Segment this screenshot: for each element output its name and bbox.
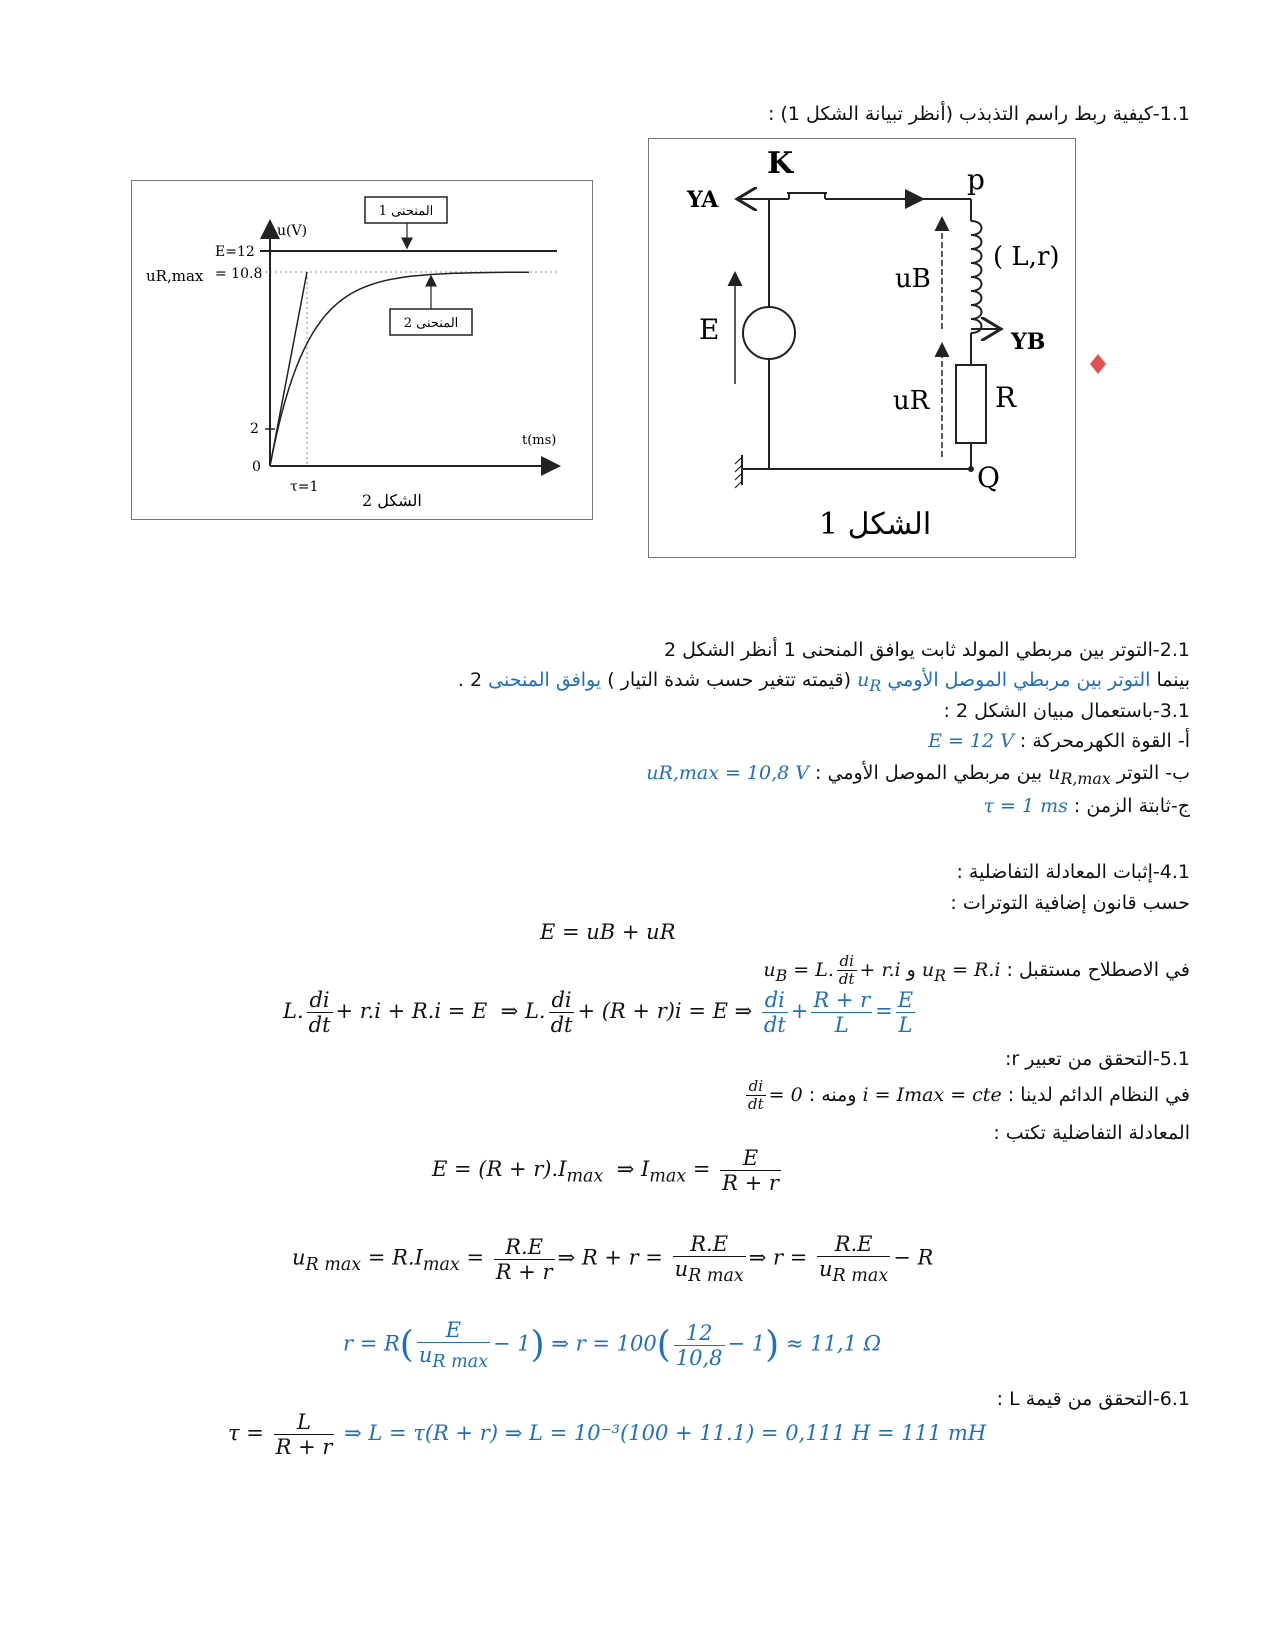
uR-symbol: $u_R$ bbox=[857, 669, 882, 695]
equation-differential: L. $\frac{di}{dt}$ + r.i + R.i = E ⇒ L. $\frac{di}{dt}$ + (R + r)i = E ⇒ $\frac{di}{dt}$ + $\frac{R + r}{L}$ = $\frac{E}{L}$ bbox=[283, 988, 914, 1038]
section-2-1-note: (قيمته تتغير حسب شدة التيار ) bbox=[607, 669, 852, 691]
label-YA: YA bbox=[687, 187, 719, 213]
section-2-1-curve: يوافق المنحنى bbox=[488, 669, 602, 691]
section-1-1-title: 1.1-كيفية ربط راسم التذبذب (أنظر تبيانة الشكل 1) : bbox=[767, 103, 1190, 125]
section-2-1-resistor-voltage: التوتر بين مربطي الموصل الأومي bbox=[887, 669, 1151, 691]
label-E: E bbox=[699, 313, 720, 346]
section-4-1-law: حسب قانون إضافية التوترات : bbox=[950, 892, 1190, 914]
x-axis-label: t(ms) bbox=[522, 433, 557, 448]
derivative-zero: $\frac{di}{dt}$ = 0 bbox=[748, 1077, 803, 1114]
equation-L-value: τ = $\frac{L}{R + r}$ ⇒ L = τ(R + r) ⇒ L = 10⁻³(100 + 11.1) = 0,111 H = 111 mH bbox=[228, 1410, 987, 1460]
equation-imax: $E = (R + r).I_{max}$ ⇒ $I_{max}$ = $\frac{E}{R + r}$ bbox=[432, 1146, 779, 1196]
section-3-1-b bbox=[646, 759, 1190, 793]
tick-2-label: 2 bbox=[250, 421, 259, 437]
label-R: R bbox=[995, 381, 1017, 414]
label-p: p bbox=[967, 163, 985, 196]
equation-r-value: r = R( $\frac{E}{u_{R max}}$ − 1) ⇒ r = 100( $\frac{12}{10,8}$ − 1) ≈ 11,1 Ω bbox=[343, 1318, 882, 1373]
label-Q: Q bbox=[977, 461, 1000, 494]
uRmax-symbol: $u_{R,max}$ bbox=[1048, 762, 1111, 788]
tau-tick-label: τ=1 bbox=[290, 479, 319, 495]
time-constant-label: ج-ثابتة الزمن : bbox=[1073, 795, 1190, 817]
L-result: ⇒ L = τ(R + r) ⇒ L = 10⁻³(100 + 11.1) = 0,111 H = 111 mH bbox=[344, 1421, 987, 1446]
y-axis-label: u(V) bbox=[277, 223, 308, 239]
figure-1-circuit bbox=[649, 139, 1075, 557]
E-tick-label: E=12 bbox=[215, 244, 255, 260]
curve-1-label: المنحنى 1 bbox=[378, 204, 434, 219]
tick-0-label: 0 bbox=[252, 459, 261, 475]
steady-label: في النظام الدائم لدينا : bbox=[1007, 1083, 1190, 1106]
label-K: K bbox=[767, 146, 794, 181]
figure-2 bbox=[131, 180, 593, 520]
uRmax-value: uR,max = 10,8 V bbox=[646, 762, 809, 784]
uB-law: $u_B = L$. $\frac{di}{dt}$ + r.i bbox=[763, 952, 901, 989]
label-uR: uR bbox=[893, 386, 930, 416]
convention-label: في الاصطلاح مستقبل : bbox=[1006, 958, 1190, 981]
section-5-1-diff-eq-label: المعادلة التفاضلية تكتب : bbox=[993, 1122, 1190, 1144]
and-word: و bbox=[906, 958, 916, 981]
label-LR: ( L,r) bbox=[993, 242, 1060, 272]
section-4-1-convention-line bbox=[763, 953, 1190, 990]
label-uB: uB bbox=[895, 264, 931, 294]
voltage-label-b: بين مربطي الموصل الأومي : bbox=[815, 762, 1043, 784]
figure-1 bbox=[648, 138, 1076, 558]
figure-2-graph bbox=[132, 181, 592, 519]
figure-1-caption: الشكل 1 bbox=[819, 507, 932, 542]
uRmax-tick-label: = 10.8 bbox=[215, 266, 263, 282]
imax-const: i = Imax = cte bbox=[862, 1083, 1002, 1106]
r-result: ≈ 11,1 Ω bbox=[785, 1331, 882, 1356]
voltage-label-a: ب- التوتر bbox=[1116, 762, 1190, 784]
figure-2-caption: الشكل 2 bbox=[362, 491, 422, 510]
section-6-1-title: 6.1-التحقق من قيمة L : bbox=[996, 1388, 1190, 1410]
curve-2-line bbox=[270, 272, 529, 466]
section-2-1-line2 bbox=[458, 666, 1190, 700]
label-YB: YB bbox=[1011, 329, 1046, 355]
section-3-1-a bbox=[928, 727, 1190, 755]
section-2-1-while: بينما bbox=[1156, 669, 1190, 691]
section-3-1-title: 3.1-باستعمال مبيان الشكل 2 : bbox=[943, 700, 1190, 722]
section-2-1-line1: 2.1-التوتر بين مربطي المولد ثابت يوافق المنحنى 1 أنظر الشكل 2 bbox=[663, 639, 1190, 661]
decorative-diamond-icon bbox=[1088, 352, 1108, 376]
section-3-1-c bbox=[983, 792, 1190, 820]
section-5-1-steady-line bbox=[743, 1078, 1190, 1114]
curve-2-label: المنحنى 2 bbox=[403, 316, 459, 331]
uR-ohm-law: $u_R = R.i$ bbox=[921, 958, 1001, 985]
thus-word: ومنه : bbox=[808, 1083, 857, 1106]
time-constant-value: τ = 1 ms bbox=[983, 795, 1068, 817]
equation-voltage-sum: E = uB + uR bbox=[540, 920, 676, 944]
equation-r-expression: $u_{R max} = R.I_{max}$ = $\frac{R.E}{R + r}$ ⇒ R + r = $\frac{R.E}{u_{R max}}$ ⇒ r = $\frac{R.E}{u_{R max}}$ − R bbox=[292, 1232, 934, 1287]
section-2-1-end: 2 . bbox=[457, 669, 483, 691]
section-5-1-title: 5.1-التحقق من تعبير r: bbox=[1005, 1048, 1190, 1070]
emf-label: أ- القوة الكهرمحركة : bbox=[1019, 730, 1190, 752]
emf-value: E = 12 V bbox=[928, 730, 1014, 752]
section-4-1-title: 4.1-إثبات المعادلة التفاضلية : bbox=[956, 861, 1190, 883]
uRmax-label: uR,max bbox=[146, 267, 204, 285]
